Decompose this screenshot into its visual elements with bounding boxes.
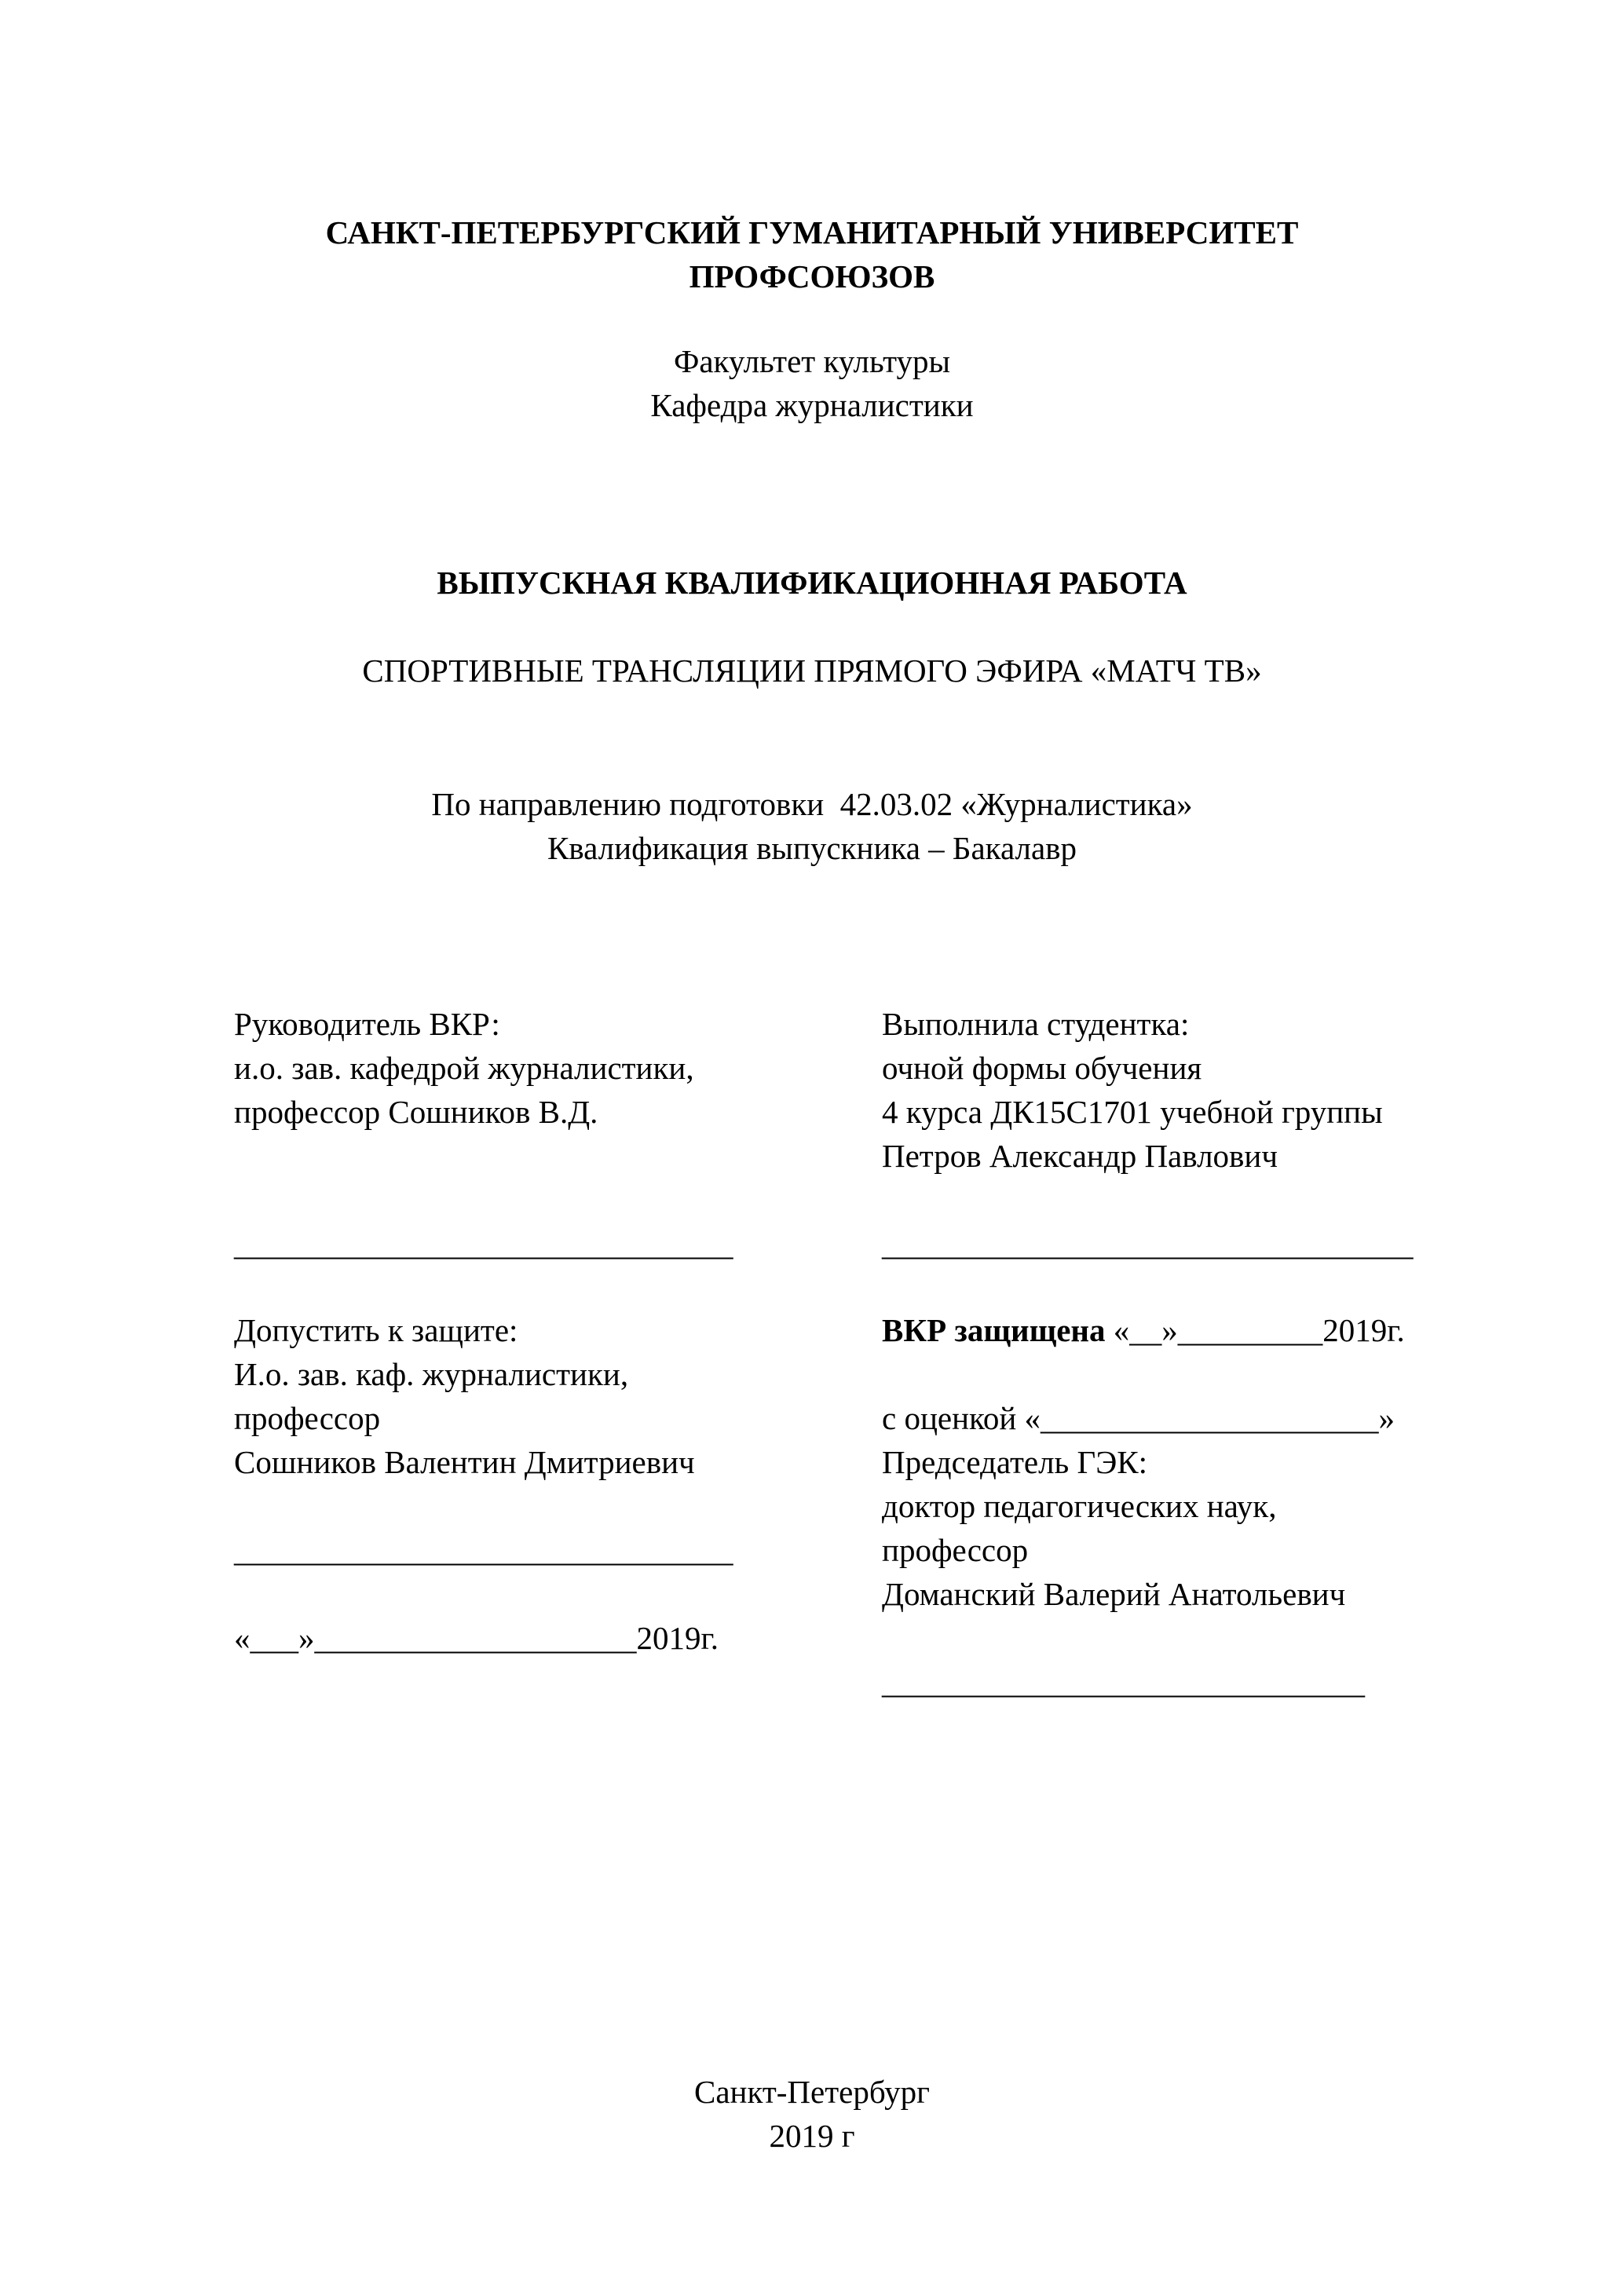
defense-date: «__»_________2019г. <box>1105 1312 1405 1348</box>
commission-chair-name: Доманский Валерий Анатольевич <box>882 1576 1346 1612</box>
admission-date-line: «___»____________________2019г. <box>234 1620 719 1656</box>
supervisor-signature-line: _______________________________ <box>234 1226 733 1262</box>
graduate-qualification: Квалификация выпускника – Бакалавр <box>547 830 1077 866</box>
student-name: Петров Александр Павлович <box>882 1138 1278 1174</box>
defense-status <box>882 1308 1405 1352</box>
commission-chair-label: Председатель ГЭК: <box>882 1444 1148 1480</box>
admission-label: Допустить к защите: <box>234 1312 518 1348</box>
admission-position: И.о. зав. каф. журналистики, <box>234 1356 629 1392</box>
university-name-line2: ПРОФСОЮЗОВ <box>689 258 935 294</box>
study-direction: По направлению подготовки 42.03.02 «Журналистика» <box>431 786 1193 822</box>
work-type: ВЫПУСКНАЯ КВАЛИФИКАЦИОННАЯ РАБОТА <box>437 565 1187 601</box>
student-label: Выполнила студентка: <box>882 1006 1190 1042</box>
work-title: СПОРТИВНЫЕ ТРАНСЛЯЦИИ ПРЯМОГО ЭФИРА «МАТЧ ТВ» <box>362 653 1262 689</box>
supervisor-label: Руководитель ВКР: <box>234 1006 500 1042</box>
admission-signature-line: _______________________________ <box>234 1532 733 1568</box>
commission-signature-line: ______________________________ <box>882 1664 1365 1700</box>
supervisor-position: и.о. зав. кафедрой журналистики, <box>234 1050 694 1086</box>
year: 2019 г <box>769 2118 855 2154</box>
supervisor-name: профессор Сошников В.Д. <box>234 1094 598 1130</box>
university-name-line1: САНКТ-ПЕТЕРБУРГСКИЙ ГУМАНИТАРНЫЙ УНИВЕРСИТЕТ <box>325 214 1299 250</box>
student-group: 4 курса ДК15С1701 учебной группы <box>882 1094 1383 1130</box>
commission-chair-title: профессор <box>882 1532 1029 1568</box>
grade-line: с оценкой «_____________________» <box>882 1400 1395 1436</box>
city: Санкт-Петербург <box>694 2074 930 2110</box>
defense-label: ВКР защищена <box>882 1312 1106 1348</box>
commission-chair-degree: доктор педагогических наук, <box>882 1488 1277 1524</box>
admission-title: профессор <box>234 1400 381 1436</box>
student-study-form: очной формы обучения <box>882 1050 1202 1086</box>
admission-name: Сошников Валентин Дмитриевич <box>234 1444 695 1480</box>
department-name: Кафедра журналистики <box>650 387 974 423</box>
student-signature-line: _________________________________ <box>882 1226 1414 1262</box>
faculty-name: Факультет культуры <box>673 343 951 379</box>
